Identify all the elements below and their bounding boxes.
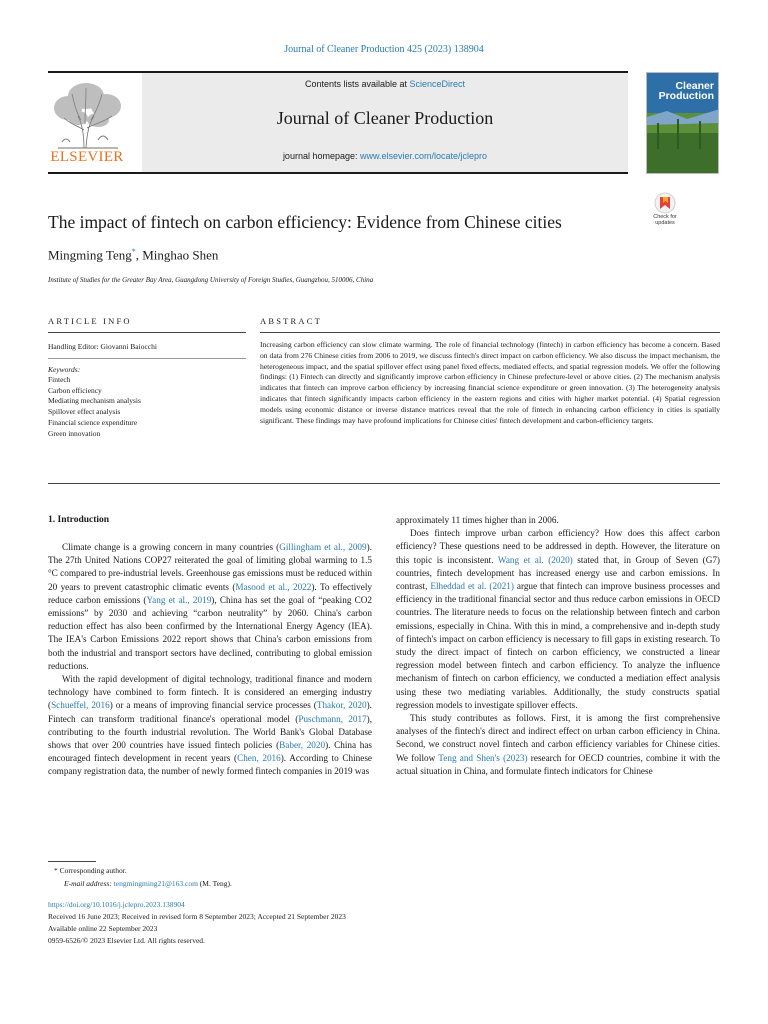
author-separator: , <box>135 247 143 263</box>
text-run: ) or a means of improving financial service processes ( <box>109 700 317 711</box>
contents-prefix: Contents lists available at <box>304 79 410 89</box>
received-dates: Received 16 June 2023; Received in revised form 8 September 2023; Accepted 21 September 2023 <box>48 912 346 921</box>
text-run: ). Fintech can transform traditional finance's operational model ( <box>48 700 372 724</box>
citation-link[interactable]: Yang et al., 2019 <box>146 594 212 605</box>
section-heading-introduction: 1. Introduction <box>48 515 110 525</box>
contents-line <box>142 79 628 89</box>
text-run: ). According to Chinese company registration data, the number of newly formed fintech companies in 2019 was <box>48 753 372 777</box>
article-info-rule <box>48 332 246 333</box>
corresponding-author-note: * Corresponding author. <box>54 866 127 875</box>
abstract-text: Increasing carbon efficiency can slow climate warming. The role of financial technology (fintech) in carbon efficiency has become a concern. Based on data from 276 Chinese cities from 2006 to 2019, we discuss fintech's direct impact on carbon efficiency. We also discuss the impact mechanism, the heterogeneous impact, and the spatial spillover effect using panel fixed effects, mediated effects, and spatial regression models. We offer the following findings: (1) Fintech can directly and significantly improve carbon efficiency in Chinese prefecture-level or above cities. (2) The mechanism analysis indicates that fintech can improve carbon efficiency by increasing financial science expenditure or green innovation. (3) The heterogeneity analysis indicates that fintech significantly impacts carbon efficiency in the eastern regions and cities with higher market potential. (4) Spatial regression models using economic distance or inverse distance matrices reveal that the role of fintech in enhancing carbon efficiency in cities is spatially significant. These findings may have profound implications for Chinese cities' fintech development and carbon-efficiency targets. <box>260 340 720 425</box>
author-teng[interactable]: Mingming Teng <box>48 247 132 263</box>
corresponding-author-mark[interactable]: * <box>131 247 136 256</box>
cover-title-line1: Cleaner <box>675 80 714 92</box>
keyword: Carbon efficiency <box>48 385 102 395</box>
citation-link[interactable]: Baber, 2020 <box>279 740 326 751</box>
journal-reference[interactable]: Journal of Cleaner Production 425 (2023) 138904 <box>284 44 484 55</box>
check-updates-line2: updates <box>655 220 675 226</box>
journal-homepage-line <box>142 151 628 161</box>
text-run: argue that fintech can improve business processes and efficiency in the traditional financial sector and thus reduce carbon emissions in OECD countries. The literature needs to focus on the relationship between fintech and carbon emissions, especially in China. With this in mind, a comprehensive and in-depth study of fintech's impact on carbon efficiency is necessary to fill gaps in existing research. To study the direct impact of fintech on carbon efficiency, we constructed a linear regression model between fintech and carbon efficiency. To analyze the influence mechanism of fintech on carbon efficiency, we conducted a mediation effect analysis using these two mediating variables. Additionally, the study constructs spatial regression models to investigate spillover effects. <box>396 581 720 710</box>
citation-link[interactable]: Thakor, 2020 <box>316 700 367 711</box>
email-label: E-mail address: <box>64 879 114 888</box>
paragraph <box>48 541 372 673</box>
sciencedirect-link[interactable]: ScienceDirect <box>409 79 466 89</box>
journal-cover-image[interactable] <box>646 72 719 174</box>
citation-link[interactable]: Gillingham et al., 2009 <box>279 542 367 552</box>
paragraph <box>48 673 372 779</box>
citation-link[interactable]: Masood et al., 2022 <box>235 581 312 592</box>
journal-homepage-link[interactable]: www.elsevier.com/locate/jclepro <box>360 151 488 161</box>
text-run: stated that, in Group of Seven (G7) countries, fintech development has increased energy use and carbon emissions. In contrast, <box>396 554 720 592</box>
check-updates-line1: Check for <box>653 214 677 220</box>
abstract-bottom-rule <box>48 483 720 484</box>
text-run: Does fintech improve urban carbon efficiency? How does this affect carbon efficiency? These questions need to be addressed in depth. However, the literature on this topic is inconsistent. <box>396 528 720 565</box>
citation-link[interactable]: Chen, 2016 <box>237 753 281 764</box>
citation-link[interactable]: Teng and Shen's (2023) <box>438 752 528 763</box>
doi-link[interactable]: https://doi.org/10.1016/j.jclepro.2023.138904 <box>48 900 185 909</box>
paragraph: approximately 11 times higher than in 2006. <box>396 515 559 525</box>
text-run: ). To effectively reduce carbon emissions ( <box>48 581 372 605</box>
citation-link[interactable]: Elheddad et al. (2021) <box>430 581 514 592</box>
text-run: With the rapid development of digital technology, traditional finance and modern technology have combined to form fintech. It is considered an emerging industry ( <box>48 674 372 711</box>
elsevier-wordmark: ELSEVIER <box>50 149 124 165</box>
email-line <box>64 879 232 888</box>
text-run: ). The 27th United Nations COP27 reiterated the goal of limiting global warming to 1.5 °C compared to pre-industrial levels. Greenhouse gas emissions must be reduced within 20 years to prevent catastrophic climatic events ( <box>48 542 372 592</box>
author-list <box>48 247 218 263</box>
text-run: research for OECD countries, combine it with the actual situation in China, and formulate fintech indicators for Chinese <box>396 752 720 776</box>
keyword: Financial science expenditure <box>48 417 138 427</box>
article-info-heading: ARTICLE INFO <box>48 316 132 326</box>
cover-title <box>659 81 714 101</box>
abstract-rule <box>260 332 720 333</box>
keywords-list <box>48 375 141 439</box>
homepage-prefix: journal homepage: <box>282 151 360 161</box>
text-run: ). China has encouraged fintech development in recent years ( <box>48 740 372 764</box>
editor-rule <box>48 358 246 359</box>
text-run: ), contributing to the fourth industrial revolution. The World Bank's Global Database shows that over 200 countries have issued fintech policies ( <box>48 713 372 751</box>
text-run: ), China has set the goal of “peaking CO2 emissions” by 2030 and achieving “carbon neutrality” by 2060. China's carbon reduction effect has also been confirmed by the International Energy Agency (IEA). The IEA's Carbon Emissions 2022 report shows that China's carbon emissions from both the industrial and transport sectors have declined, contributing to global emission reductions. <box>48 594 372 671</box>
available-online: Available online 22 September 2023 <box>48 924 158 933</box>
body-right-column <box>396 514 720 778</box>
check-updates-icon <box>646 192 684 214</box>
email-link[interactable]: tengmingming21@163.com <box>113 879 198 888</box>
citation-link[interactable]: Wang et al. (2020) <box>497 554 573 565</box>
check-updates-label <box>646 214 684 226</box>
text-run: This study contributes as follows. First, it is among the first comprehensive analyses of the fintech's direct and indirect effect on urban carbon efficiency in China. Second, we construct novel fintech and carbon efficiency variables for Chinese cities. We follow <box>396 713 720 763</box>
journal-title[interactable]: Journal of Cleaner Production <box>276 108 494 128</box>
keyword: Mediating mechanism analysis <box>48 396 141 406</box>
keyword: Green innovation <box>48 428 101 438</box>
paragraph <box>396 712 720 778</box>
header-bottom-rule <box>48 172 628 174</box>
keywords-label: Keywords: <box>48 365 81 374</box>
citation-link[interactable]: Puschmann, 2017 <box>298 713 367 724</box>
paragraph <box>396 527 720 712</box>
citation-link[interactable]: Schueffel, 2016 <box>51 700 110 711</box>
article-title: The impact of fintech on carbon efficiency: Evidence from Chinese cities <box>48 212 562 232</box>
check-for-updates-badge[interactable] <box>646 192 684 232</box>
author-shen[interactable]: Minghao Shen <box>142 247 219 263</box>
cover-title-line2: Production <box>658 90 714 102</box>
copyright: 0959-6526/© 2023 Elsevier Ltd. All rights reserved. <box>48 936 205 945</box>
body-left-column <box>48 541 372 779</box>
text-run: Climate change is a growing concern in many countries ( <box>62 542 280 552</box>
footnote-rule <box>48 861 96 862</box>
abstract-heading: ABSTRACT <box>260 316 322 326</box>
keyword: Fintech <box>48 375 71 384</box>
keyword: Spillover effect analysis <box>48 407 121 417</box>
handling-editor: Handling Editor: Giovanni Baiocchi <box>48 342 157 351</box>
author-affiliation: Institute of Studies for the Greater Bay Area, Guangdong University of Foreign Studies, Guangzhou, 510006, China <box>48 276 374 284</box>
email-suffix: (M. Teng). <box>197 879 232 888</box>
